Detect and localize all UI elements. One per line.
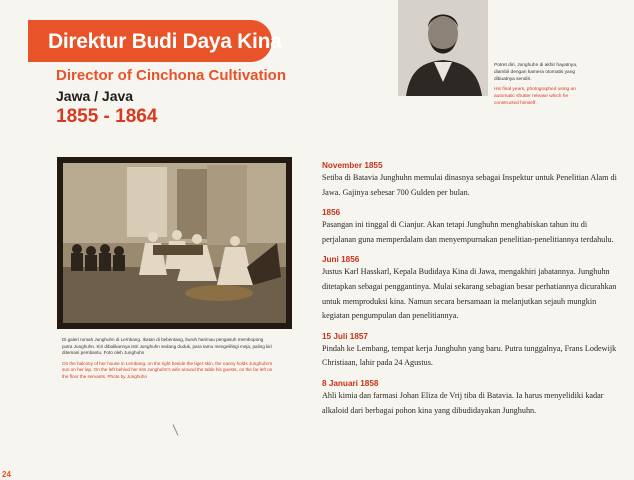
timeline-entry: [322, 207, 618, 247]
timeline-entry: [322, 254, 618, 323]
entry-text: Setiba di Batavia Junghuhn memulai dinasnya sebagai Inspektur untuk Penelitian Alam di Jawa. Gajinya sebesar 700 Gulden per bulan.: [322, 173, 617, 197]
entry-text: Justus Karl Hasskarl, Kepala Budidaya Kina di Jawa, mengakhiri jabatannya. Junghuhn ditetapkan sebagai penggantinya. Mulai sekarang sebagian besar perhatiannya dicurahkan untuk memproduksi kina. Namun secara bersamaan ia melanjutkan sejauh mungkin kegiatan pengumpulan dan penelitiannya.: [322, 267, 617, 321]
entry-date: Juni 1856: [322, 255, 360, 265]
entry-text: Pasangan ini tinggal di Cianjur. Akan tetapi Junghuhn menghabiskan tahun itu di perjalanan guna memperdalam dan menyempurnakan penelitian-penelitiannya terdahulu.: [322, 220, 614, 244]
portrait-caption-en: His final years, photographed using an automatic shutter release which he constructed himself.: [494, 87, 576, 106]
page-title: Direktur Budi Daya Kina: [48, 30, 282, 53]
photo-caption-id: Di galeri rumah Junghuhn di Lembang. Ikatan di bebentang, buruh harimau pengasuh membopong putra Junghuhn. Kiri dibalikannya istri Junghuhn sedang duduk, para tamu mengelilingi meja, paling kiri ditemani pembantu. Foto oleh Junghuhn: [62, 337, 272, 356]
stray-mark: [173, 424, 179, 435]
timeline-entry: [322, 331, 618, 371]
entry-date: November 1855: [322, 161, 383, 170]
entry-text: Ahli kimia dan farmasi Johan Eliza de Vrij tiba di Batavia. Ia harus menyelidiki kadar alkaloid dari berbagai pohon kina yang dibudidayakan Junghuhn.: [322, 390, 604, 415]
timeline: [322, 160, 618, 425]
entry-date: 8 Januari 1858: [322, 378, 379, 388]
photo-caption: [62, 337, 274, 381]
location-label: Jawa / Java: [56, 88, 134, 104]
portrait-caption: [494, 62, 590, 107]
portrait-photo: [398, 0, 488, 96]
entry-date: 15 Juli 1857: [322, 331, 368, 341]
year-range: 1855 - 1864: [56, 106, 158, 127]
historical-photo: [57, 157, 292, 329]
timeline-entry: [322, 378, 618, 418]
entry-date: 1856: [322, 208, 341, 218]
photo-caption-en: On the balcony of her house in Lembang, on the right beside the tiger skin, the nanny holds Junghuhn's son on her lap. On the left behind her sits Junghuhn's wife around the table his guests, on the far left on the floor the servants. Photo by Junghuhn: [62, 360, 273, 379]
portrait-caption-id: Potret diri, Junghuhn di akhir hayatnya, diambil dengan kamera otomatis yang dibuatnya sendiri.: [494, 63, 578, 82]
page-subtitle: Director of Cinchona Cultivation: [56, 67, 287, 84]
entry-text: Pindah ke Lembang, tempat kerja Junghuhn yang baru. Putra tunggalnya, Frans Lodewijk Christiaan, lahir pada 24 Agustus.: [322, 343, 617, 368]
timeline-entry: [322, 160, 618, 200]
page-number: 24: [2, 470, 11, 479]
